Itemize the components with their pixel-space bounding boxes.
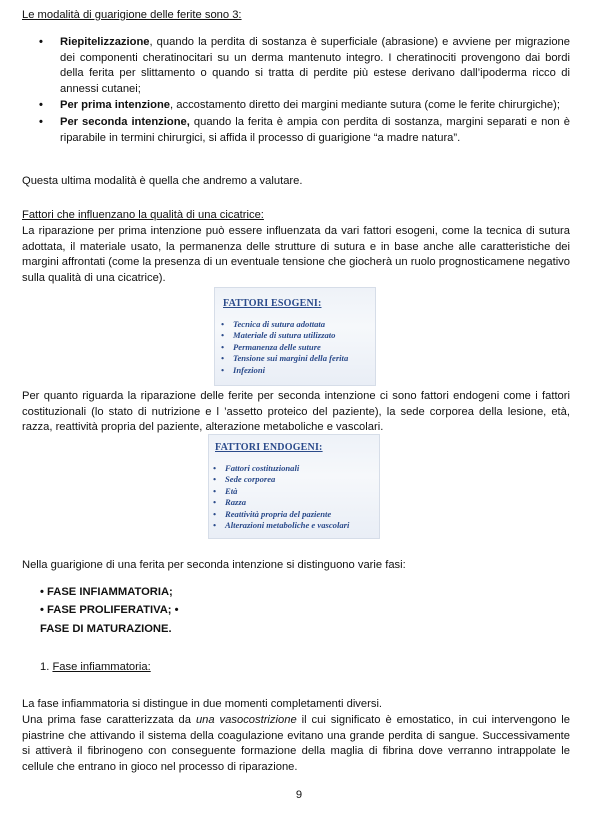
figure-list [221, 319, 348, 376]
modality-text: , quando la perdita di sostanza è superficiale (abrasione) e avviene per migrazione dei componenti cheratinocitari su un derma mantenuto integro. I cheratinociti provengono dai bordi della ferita per slittamento o quando si tratta di perdite più estese derivano dall’ipoderma ricco di annessi cutanei; [60, 36, 570, 95]
italic-term: una vasocostrizione [195, 714, 297, 726]
figure-list-item: • Reattività propria del paziente [213, 508, 332, 519]
figure-list-item: • Infezioni [221, 364, 265, 375]
modalities-list [22, 35, 570, 147]
figure-endogenous-factors [208, 434, 380, 539]
figure-list-item: • Permanenza delle suture [221, 341, 321, 352]
figure-list-item: • Materiale di sutura utilizzato [221, 330, 336, 341]
figure-list-item: • Fattori costituzionali [213, 463, 300, 473]
phases-list [40, 583, 179, 638]
list-item [22, 115, 570, 146]
modality-name: Riepitelizzazione [60, 36, 150, 48]
list-item [22, 98, 570, 114]
figure-list-item: • Razza [213, 497, 247, 508]
paragraph-second-intention: Per quanto riguarda la riparazione delle ferite per seconda intenzione ci sono fattori endogeni come i fattori costituzionali (lo stato di nutrizione e l ’assetto proteico del paziente), la sede corporea della lesione, età, razza, reattività propria del paziente, alterazione metaboliche e vascolari. [22, 390, 570, 434]
figure-list-item: • Sede corporea [213, 474, 276, 485]
paragraph-phases-intro: Nella guarigione di una ferita per seconda intenzione si distinguono varie fasi: [22, 559, 406, 571]
phase-item: FASE DI MATURAZIONE. [40, 622, 172, 635]
modality-text: , accostamento diretto dei margini mediante sutura (come le ferite chirurgiche); [170, 99, 560, 112]
bullet-icon: • [39, 99, 43, 112]
paragraph-inflammatory-intro: La fase infiammatoria si distingue in due momenti completamenti diversi. [22, 698, 383, 710]
modality-text: quando la ferita è ampia con perdita di sostanza, margini separati e non è riparabile in termini chirurgici, si affida il processo di guarigione “a madre natura”. [60, 115, 570, 144]
phase-item: • FASE PROLIFERATIVA; • [40, 604, 179, 617]
figure-list-item: • Età [213, 485, 238, 496]
figure-list-item: • Tensione sui margini della ferita [221, 353, 349, 364]
section-number: 1. [40, 661, 50, 673]
figure-title: FATTORI ESOGENI: [223, 298, 322, 309]
modality-name: Per prima intenzione [60, 99, 171, 112]
heading-healing-modalities: Le modalità di guarigione delle ferite sono 3: [22, 9, 242, 21]
figure-list-item: • Tecnica di sutura adottata [221, 319, 326, 329]
page-number: 9 [295, 789, 303, 801]
bullet-icon: • [39, 115, 43, 128]
modality-name: Per seconda intenzione, [60, 115, 190, 128]
section-heading-inflammatory [40, 660, 151, 676]
figure-list [213, 463, 349, 531]
paragraph-first-intention: La riparazione per prima intenzione può essere influenzata da vari fattori esogeni, come la tecnica di sutura adottata, il materiale usato, la permanenza delle strutture di sutura e in base anche alle caratteristiche dei margini affrontati (come la presenza di un eventuale tensione che giocherà un ruolo prognosticamene negativo sulla qualità di una cicatrice). [22, 225, 570, 284]
heading-scar-factors: Fattori che influenzano la qualità di una cicatrice: [22, 209, 264, 221]
list-item [22, 35, 570, 97]
paragraph-last-modality: Questa ultima modalità è quella che andremo a valutare. [22, 175, 303, 187]
figure-exogenous-factors [214, 287, 376, 386]
paragraph-inflammatory-detail: Una prima fase caratterizzata da una vasocostrizione il cui significato è emostatico, in cui intervengono le piastrine che attivando il sistema della coagulazione evitano una grande perdita di sangue. Successivamente si attiverà il fibrinogeno con conseguente formazione della maglia di fibrina dove verranno intrappolate le cellule che entrano in gioco nel processo di riparazione. [22, 714, 570, 773]
section-title: Fase infiammatoria: [52, 661, 151, 673]
figure-list-item: • Alterazioni metaboliche e vascolari [213, 520, 350, 531]
phase-item: • FASE INFIAMMATORIA; [40, 586, 173, 598]
bullet-icon: • [39, 36, 43, 48]
figure-title: FATTORI ENDOGENI: [215, 442, 323, 453]
